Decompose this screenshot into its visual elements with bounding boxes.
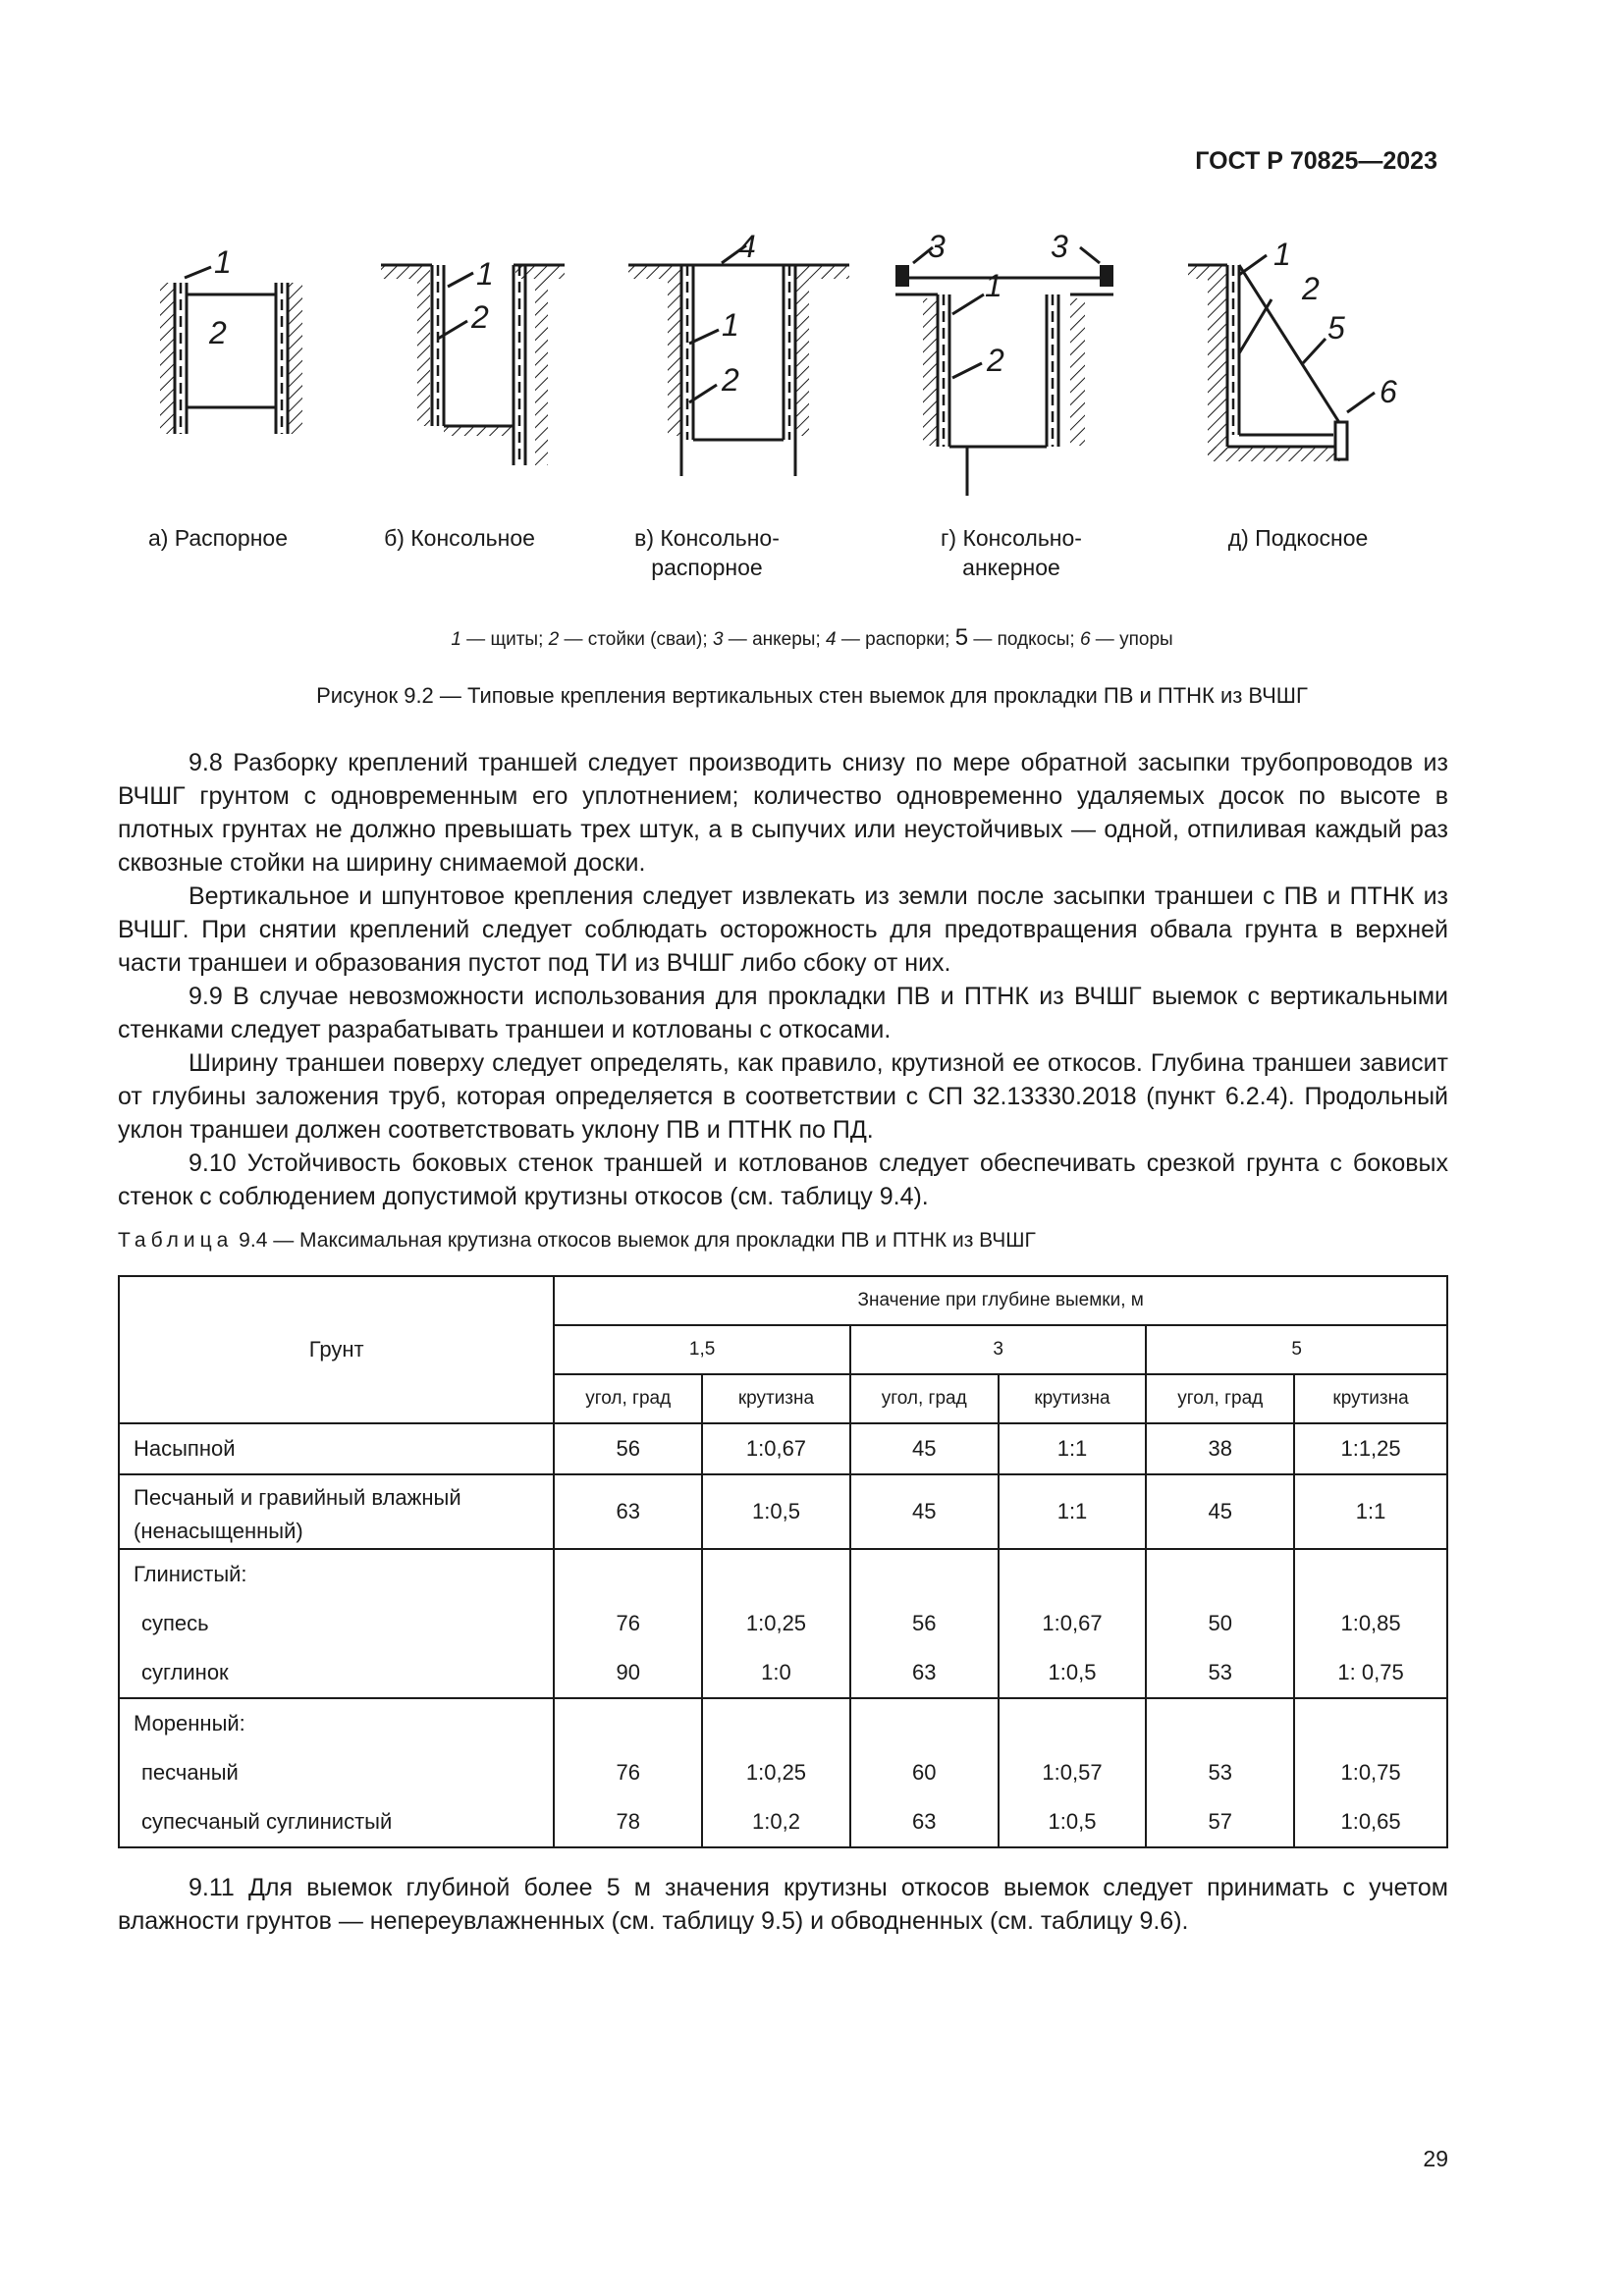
- slope-cell: [999, 1698, 1147, 1847]
- slope-cell: [1294, 1549, 1447, 1698]
- svg-text:5: 5: [1327, 310, 1345, 346]
- slope-cell: [1294, 1423, 1447, 1474]
- cell-value: [703, 1699, 849, 1748]
- cell-value: 1:1: [1056, 1436, 1088, 1461]
- figure-label-b: б) Консольное: [384, 525, 535, 551]
- cell-value: 1:0,25: [745, 1611, 807, 1635]
- angle-cell: [1146, 1423, 1294, 1474]
- angle-cell: [554, 1549, 702, 1698]
- figure-legend: 1 — щиты; 2 — стойки (сваи); 3 — анкеры; 4 — распорки; 5 — подкосы; 6 — упоры: [451, 624, 1173, 651]
- header-depth: 5: [1146, 1325, 1447, 1374]
- soil-name-cell: [119, 1698, 554, 1847]
- cell-value: [1295, 1550, 1446, 1599]
- slope-cell: [702, 1549, 850, 1698]
- svg-text:3: 3: [1051, 229, 1068, 264]
- soil-name: Глинистый:: [134, 1562, 247, 1586]
- slope-table: [118, 1275, 1448, 1848]
- cell-value: 1:0,67: [1042, 1611, 1103, 1635]
- soil-name-cell: [119, 1549, 554, 1698]
- angle-cell: [850, 1423, 999, 1474]
- header-angle: угол, град: [554, 1374, 702, 1423]
- svg-text:2: 2: [1302, 271, 1320, 306]
- angle-cell: [554, 1423, 702, 1474]
- cell-value: [851, 1699, 998, 1748]
- cell-value: 1:1: [1355, 1499, 1386, 1523]
- header-slope: крутизна: [1294, 1374, 1447, 1423]
- paragraph-9-8: 9.8 Разборку креплений траншей следует производить снизу по мере обратной засыпки трубопроводов из ВЧШГ грунтом с одновременным его уплотнением; количество одновременно удаляемых досок по высоте в плотных грунтах не должно превышать трех штук, а в сыпучих или неустойчивых — одной, отпиливая каждый раз сквозные стойки на ширину снимаемой доски.: [118, 749, 1448, 877]
- cell-value: 38: [1208, 1436, 1232, 1461]
- cell-value: 45: [911, 1499, 937, 1523]
- slope-cell: [999, 1474, 1147, 1549]
- table-caption: Таблица 9.4 — Максимальная крутизна откосов выемок для прокладки ПВ и ПТНК из ВЧШГ: [118, 1229, 1036, 1252]
- cell-value: 63: [911, 1660, 937, 1684]
- cell-value: [1000, 1550, 1146, 1599]
- soil-name: супесчаный суглинистый: [141, 1809, 393, 1834]
- cell-value: 45: [1208, 1499, 1232, 1523]
- cell-value: [1295, 1699, 1446, 1748]
- svg-text:2: 2: [471, 299, 489, 335]
- svg-text:1: 1: [985, 268, 1002, 303]
- cell-value: 56: [911, 1611, 937, 1635]
- soil-name: Моренный:: [134, 1711, 245, 1735]
- slope-cell: [702, 1423, 850, 1474]
- page-number: 29: [1423, 2146, 1448, 2171]
- cell-value: 1:0,2: [752, 1809, 800, 1834]
- header-angle: угол, град: [1146, 1374, 1294, 1423]
- cell-value: 50: [1208, 1611, 1232, 1635]
- table-row: [119, 1698, 1447, 1847]
- svg-text:1: 1: [214, 244, 232, 280]
- cell-value: 76: [616, 1611, 640, 1635]
- svg-text:2: 2: [209, 315, 227, 350]
- cell-value: [555, 1550, 701, 1599]
- cell-value: 57: [1208, 1809, 1232, 1834]
- header-depth-group: Значение при глубине выемки, м: [554, 1276, 1447, 1325]
- slope-cell: [1294, 1698, 1447, 1847]
- angle-cell: [850, 1698, 999, 1847]
- header-depth: 1,5: [554, 1325, 850, 1374]
- cell-value: 53: [1208, 1660, 1232, 1684]
- cell-value: 90: [616, 1660, 640, 1684]
- soil-name-cell: [119, 1474, 554, 1549]
- paragraph-9-9: 9.9 В случае невозможности использования для прокладки ПВ и ПТНК из ВЧШГ выемок с вертикальными стенками следует разрабатывать траншеи и котлованы с откосами.: [118, 983, 1448, 1043]
- cell-value: 63: [911, 1809, 937, 1834]
- drawing-a-strut: [160, 244, 302, 434]
- document-header: ГОСТ Р 70825—2023: [1195, 147, 1437, 175]
- angle-cell: [1146, 1549, 1294, 1698]
- cell-value: 1:0: [761, 1660, 791, 1684]
- soil-name: супесь: [141, 1611, 209, 1635]
- slope-cell: [702, 1474, 850, 1549]
- paragraph-width: Ширину траншеи поверху следует определять, как правило, крутизной ее откосов. Глубина траншеи зависит от глубины заложения труб, которая определяется в соответствии с СП 32.13330.2018 (пункт 6.2.4). Продольный уклон траншеи должен соответствовать уклону ПВ и ПТНК по ПД.: [118, 1049, 1448, 1144]
- soil-name: песчаный: [141, 1760, 239, 1785]
- angle-cell: [850, 1474, 999, 1549]
- paragraph-removal: Вертикальное и шпунтовое крепления следует извлекать из земли после засыпки траншеи с ПВ и ПТНК из ВЧШГ. При снятии креплений следует соблюдать осторожность для предотвращения обвала грунта в верхней части траншеи и образования пустот под ТИ из ВЧШГ либо сбоку от них.: [118, 882, 1448, 977]
- angle-cell: [1146, 1698, 1294, 1847]
- table-body: [119, 1423, 1447, 1847]
- angle-cell: [850, 1549, 999, 1698]
- slope-cell: [1294, 1474, 1447, 1549]
- svg-text:2: 2: [722, 362, 739, 398]
- figure-caption: Рисунок 9.2 — Типовые крепления вертикальных стен выемок для прокладки ПВ и ПТНК из ВЧШГ: [316, 683, 1308, 708]
- table-row: [119, 1423, 1447, 1474]
- figure-label-c: в) Консольно- распорное: [634, 525, 780, 580]
- cell-value: 56: [616, 1436, 640, 1461]
- cell-value: 1: 0,75: [1337, 1660, 1404, 1684]
- figure-label-e: д) Подкосное: [1227, 525, 1369, 551]
- figure-9-2-drawings: [0, 0, 1624, 510]
- header-depth: 3: [850, 1325, 1147, 1374]
- drawing-d-cantilever-anchor: [895, 229, 1113, 496]
- paragraph-9-10: 9.10 Устойчивость боковых стенок траншей и котлованов следует обеспечивать срезкой грунта с боковых стенок с соблюдением допустимой крутизны откосов (см. таблицу 9.4).: [118, 1149, 1448, 1210]
- cell-value: [1147, 1550, 1293, 1599]
- svg-text:1: 1: [722, 307, 739, 343]
- cell-value: 1:0,25: [745, 1760, 807, 1785]
- figure-label-d: г) Консольно- анкерное: [941, 525, 1082, 580]
- soil-name-cell: [119, 1423, 554, 1474]
- cell-value: 1:0,85: [1340, 1611, 1401, 1635]
- header-soil: Грунт: [119, 1276, 554, 1423]
- body-text: [118, 746, 1448, 1213]
- soil-name: (ненасыщенный): [134, 1519, 303, 1543]
- slope-cell: [999, 1423, 1147, 1474]
- cell-value: 1:0,67: [745, 1436, 807, 1461]
- angle-cell: [554, 1698, 702, 1847]
- svg-text:3: 3: [928, 229, 946, 264]
- paragraph-9-11: 9.11 Для выемок глубиной более 5 м значения крутизны откосов выемок следует принимать с учетом влажности грунтов — непереувлажненных (см. таблицу 9.5) и обводненных (см. таблицу 9.6).: [118, 1874, 1448, 1935]
- cell-value: 1:0,65: [1340, 1809, 1401, 1834]
- angle-cell: [1146, 1474, 1294, 1549]
- soil-name: Насыпной: [134, 1436, 236, 1461]
- cell-value: [1000, 1699, 1146, 1748]
- cell-value: 1:0,75: [1340, 1760, 1401, 1785]
- svg-text:6: 6: [1380, 374, 1397, 409]
- svg-text:1: 1: [476, 256, 494, 292]
- svg-text:2: 2: [987, 343, 1004, 378]
- cell-value: 1:1,25: [1340, 1436, 1401, 1461]
- drawing-c-cantilever-strut: [628, 229, 849, 476]
- cell-value: [555, 1699, 701, 1748]
- cell-value: 1:0,5: [1048, 1809, 1097, 1834]
- cell-value: 1:1: [1056, 1499, 1088, 1523]
- header-slope: крутизна: [702, 1374, 850, 1423]
- cell-value: 1:0,5: [752, 1499, 800, 1523]
- header-angle: угол, град: [850, 1374, 999, 1423]
- drawing-b-cantilever: [381, 256, 565, 465]
- cell-value: [1147, 1699, 1293, 1748]
- figure-label-a: а) Распорное: [147, 525, 289, 551]
- cell-value: 53: [1208, 1760, 1232, 1785]
- cell-value: 60: [911, 1760, 937, 1785]
- cell-value: 76: [616, 1760, 640, 1785]
- angle-cell: [554, 1474, 702, 1549]
- svg-text:4: 4: [738, 229, 756, 264]
- slope-cell: [702, 1698, 850, 1847]
- soil-name: суглинок: [141, 1660, 229, 1684]
- svg-text:1: 1: [1273, 237, 1291, 272]
- cell-value: [851, 1550, 998, 1599]
- cell-value: 1:0,5: [1048, 1660, 1097, 1684]
- cell-value: 63: [616, 1499, 640, 1523]
- table-row: [119, 1474, 1447, 1549]
- slope-cell: [999, 1549, 1147, 1698]
- cell-value: 1:0,57: [1042, 1760, 1103, 1785]
- soil-name: Песчаный и гравийный влажный: [134, 1485, 461, 1510]
- table-row: [119, 1549, 1447, 1698]
- cell-value: 45: [911, 1436, 937, 1461]
- drawing-e-brace: [1188, 237, 1397, 461]
- header-slope: крутизна: [999, 1374, 1147, 1423]
- cell-value: 78: [616, 1809, 640, 1834]
- cell-value: [703, 1550, 849, 1599]
